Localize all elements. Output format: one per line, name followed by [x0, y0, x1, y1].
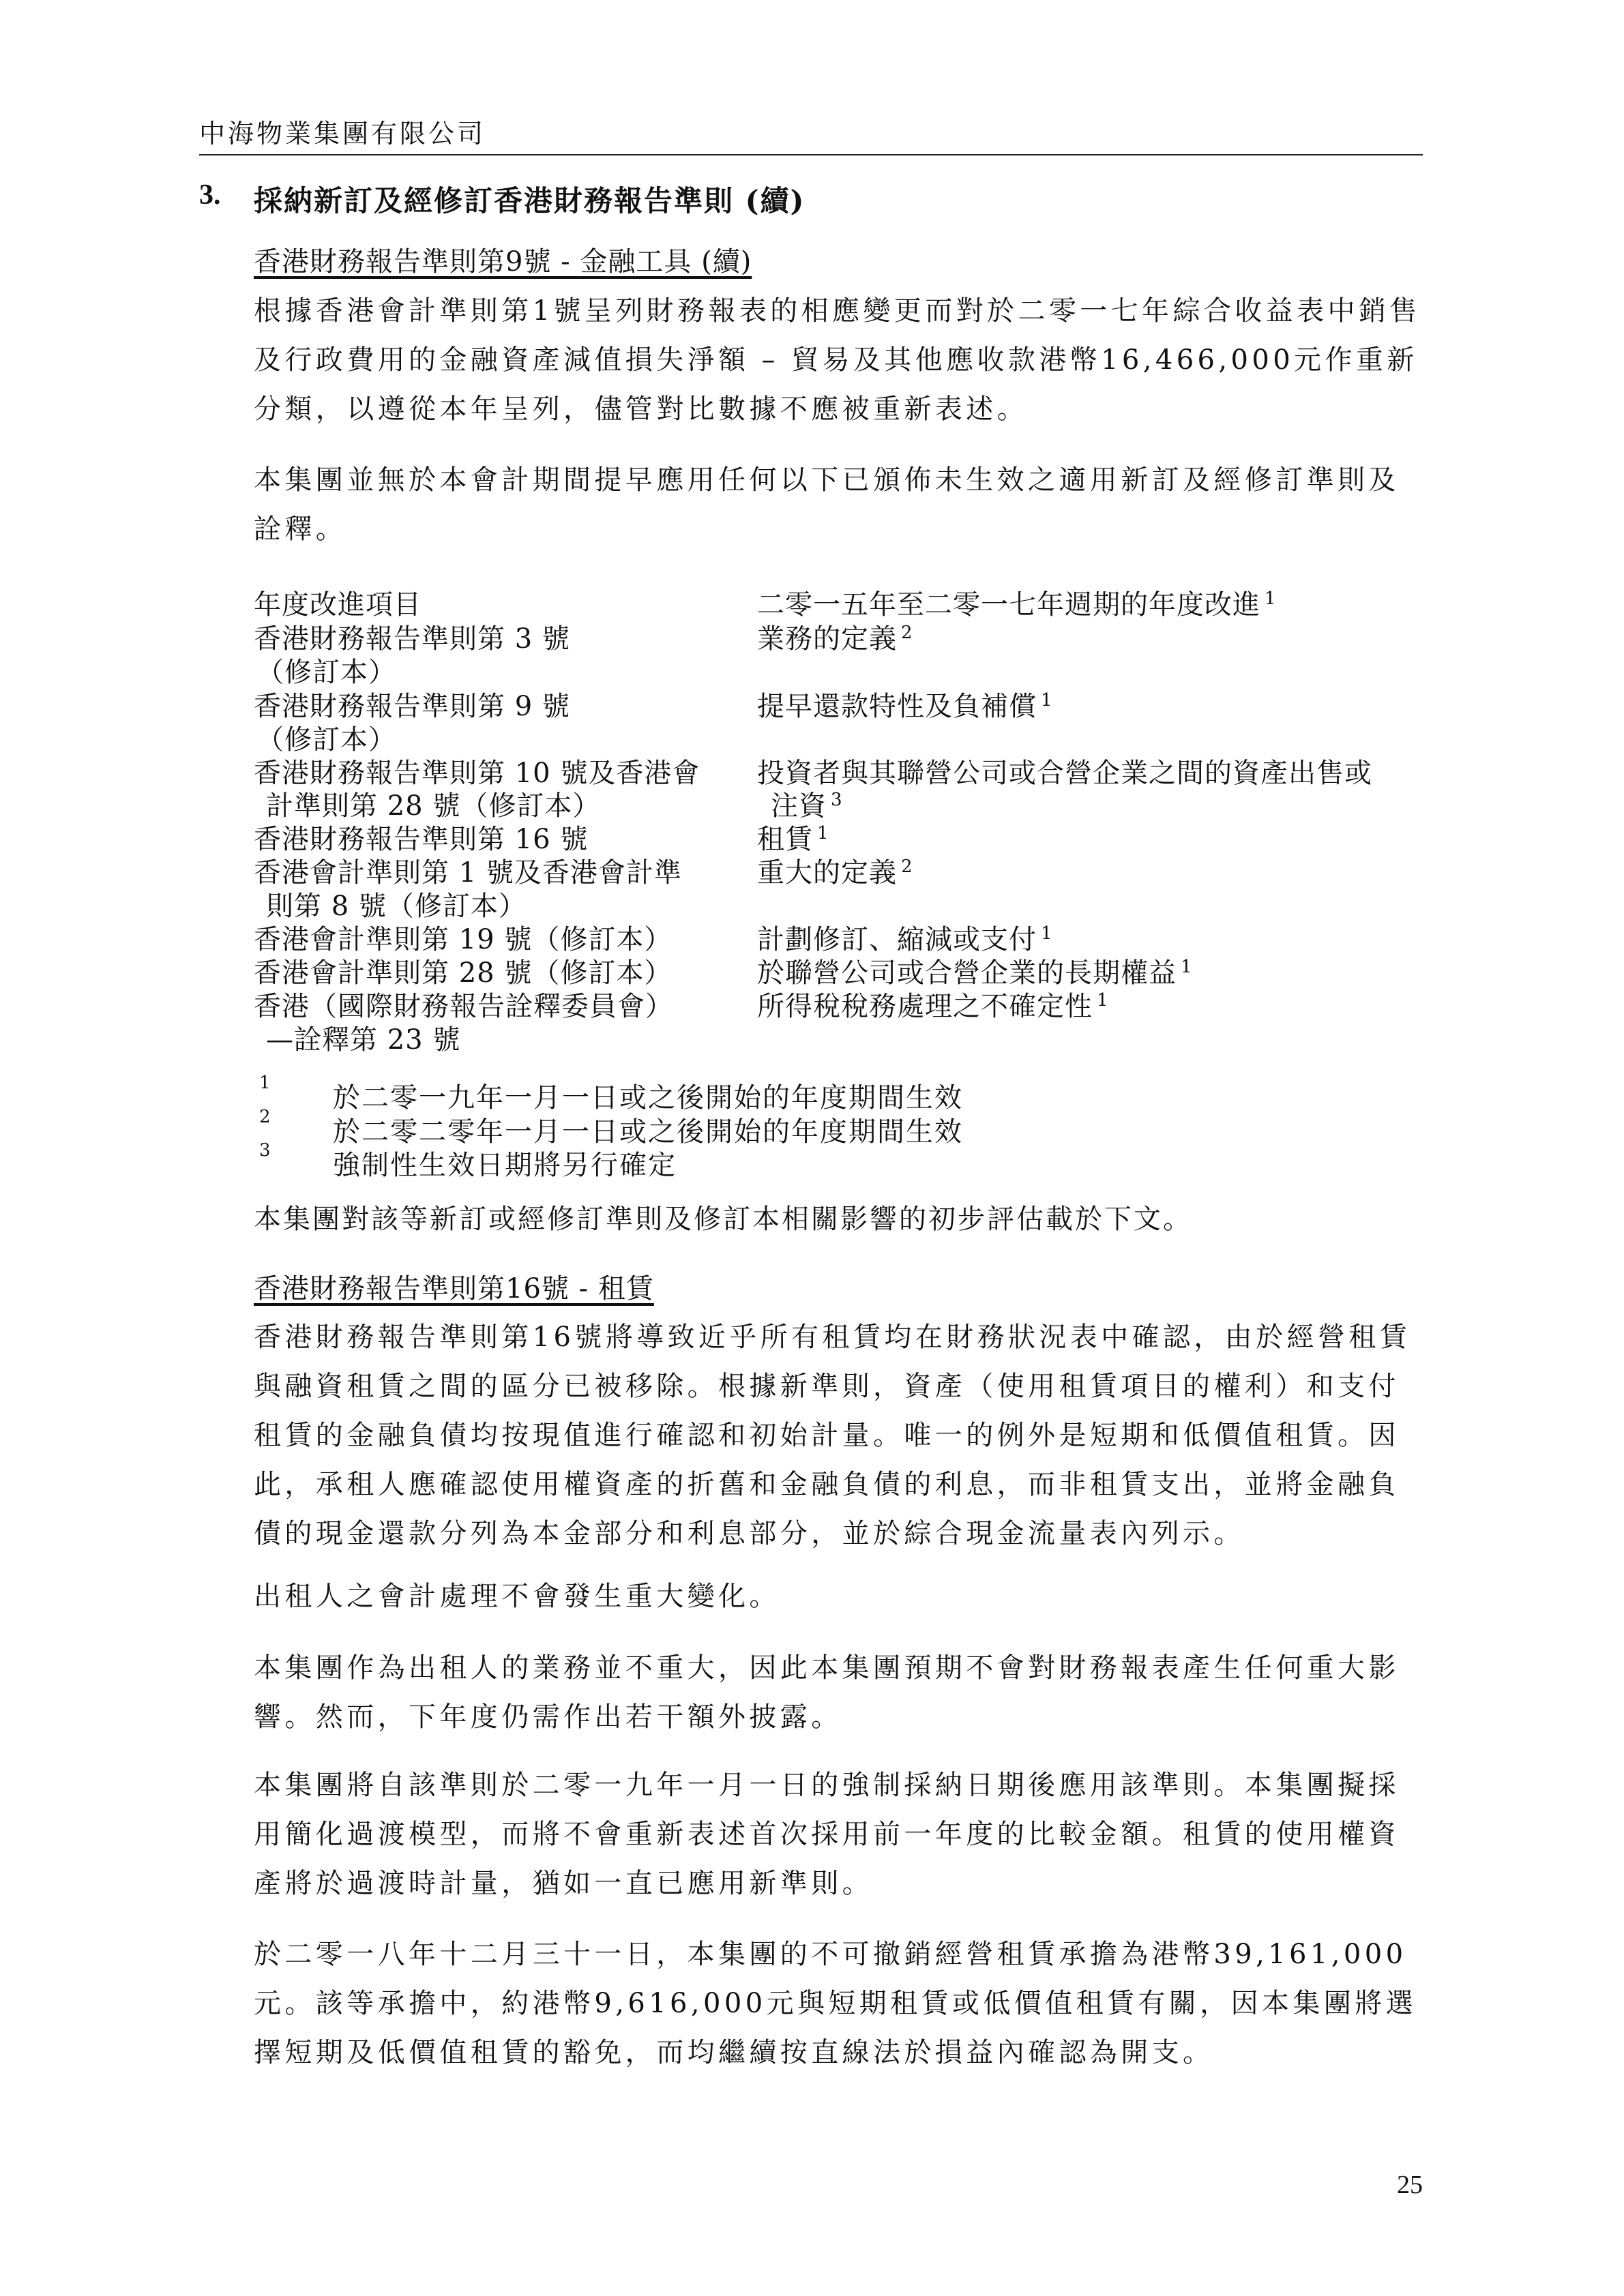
standard-description: 注資 $^3$ — [771, 790, 843, 822]
standard-name-line: 香港（國際財務報告詮釋委員會） — [254, 991, 673, 1022]
standard-name-line: 香港會計準則第 19 號（修訂本） — [254, 924, 673, 955]
standard-name-line: 香港會計準則第 28 號（修訂本） — [254, 957, 673, 989]
standard-description: 二零一五年至二零一七年週期的年度改進 $^1$ — [757, 588, 1277, 621]
standard-name-line: （修訂本） — [256, 657, 396, 688]
standard-description: 投資者與其聯營公司或合營企業之間的資產出售或 — [757, 758, 1372, 789]
footnote-text: 於二零一九年一月一日或之後開始的年度期間生效 — [333, 1082, 963, 1114]
footnote-ref: 3 — [831, 790, 843, 810]
hkfrs16-paragraph-4: 本集團將自該準則於二零一九年一月一日的強制採納日期後應用該準則。本集團擬採用簡化過渡模型，而將不會重新表述首次採用前一年度的比較金額。租賃的使用權資產將於過渡時計量，猶如一直已應用新準則。 — [254, 1770, 1400, 1899]
hkfrs16-subtitle: 香港財務報告準則第16號 - 租賃 — [254, 1273, 654, 1304]
standard-name-line: 年度改進項目 — [254, 589, 422, 621]
footnote-text: 於二零二零年一月一日或之後開始的年度期間生效 — [333, 1116, 963, 1148]
section-number: 3. — [199, 179, 221, 211]
standard-name-line: 香港財務報告準則第 10 號及香港會 — [254, 758, 700, 789]
standard-description: 業務的定義 $^2$ — [757, 623, 913, 655]
header-rule — [199, 154, 1423, 155]
standard-name-line: 香港財務報告準則第 9 號 — [254, 691, 570, 722]
standard-description: 於聯營公司或合營企業的長期權益 $^1$ — [757, 957, 1193, 989]
footnote-ref: 2 — [901, 623, 913, 643]
hkfrs16-paragraph-1: 香港財務報告準則第16號將導致近乎所有租賃均在財務狀況表中確認，由於經營租賃與融資租賃之間的區分已被移除。根據新準則，資產（使用租賃項目的權利）和支付租賃的金融負債均按現值進行確認和初始計量。唯一的例外是短期和低價值租賃。因此，承租人應確認使用權資產的折舊和金融負債的利息，而非租賃支出，並將金融負債的現金還款分列為本金部分和利息部分，並於綜合現金流量表內列示。 — [254, 1322, 1411, 1549]
footnote-number: 3 — [259, 1140, 271, 1161]
hkfrs16-paragraph-5: 於二零一八年十二月三十一日，本集團的不可撤銷經營租賃承擔為港幣39,161,000元。該等承擔中，約港幣9,616,000元與短期租賃或低價值租賃有關，因本集團將選擇短期及低價值租賃的豁免，而均繼續按直線法於損益內確認為開支。 — [254, 1939, 1417, 2068]
standard-name-line: 則第 8 號（修訂本） — [266, 891, 527, 922]
footnote-ref: 2 — [901, 856, 913, 877]
footnote-ref: 1 — [1041, 923, 1053, 944]
hkfrs16-paragraph-3: 本集團作為出租人的業務並不重大，因此本集團預期不會對財務報表產生任何重大影響。然而，下年度仍需作出若干額外披露。 — [254, 1652, 1400, 1733]
hkfrs16-paragraph-2: 出租人之會計處理不會發生重大變化。 — [254, 1581, 780, 1612]
footnote-ref: 1 — [1041, 690, 1053, 711]
footnote-ref: 1 — [817, 823, 829, 844]
footnote-number: 2 — [259, 1107, 271, 1127]
assessment-paragraph: 本集團對該等新訂或經修訂準則及修訂本相關影響的初步評估載於下文。 — [254, 1204, 1192, 1235]
footnote-number: 1 — [259, 1073, 271, 1093]
standard-description: 租賃 $^1$ — [757, 823, 829, 855]
standard-name-line: —詮釋第 23 號 — [266, 1024, 461, 1056]
standard-description: 計劃修訂、縮減或支付 $^1$ — [757, 923, 1053, 955]
standard-description: 所得稅稅務處理之不確定性 $^1$ — [757, 990, 1109, 1022]
hkfrs9-paragraph-1: 根據香港會計準則第1號呈列財務報表的相應變更而對於二零一七年綜合收益表中銷售及行政費用的金融資產減值損失淨額 – 貿易及其他應收款港幣16,466,000元作重新分類，以遵從本年呈列，儘管對比數據不應被重新表述。 — [254, 295, 1421, 425]
footnote-text: 強制性生效日期將另行確定 — [333, 1150, 677, 1181]
standard-name-line: 香港會計準則第 1 號及香港會計準 — [254, 857, 682, 889]
hkfrs9-subtitle: 香港財務報告準則第9號 - 金融工具 (續) — [254, 246, 752, 278]
standard-name-line: 香港財務報告準則第 3 號 — [254, 623, 570, 655]
company-name: 中海物業集團有限公司 — [199, 119, 486, 149]
standard-description: 提早還款特性及負補償 $^1$ — [757, 690, 1053, 722]
footnote-ref: 1 — [1265, 588, 1277, 609]
standard-description: 重大的定義 $^2$ — [757, 856, 913, 889]
section-title: 採納新訂及經修訂香港財務報告準則 (續) — [254, 184, 806, 218]
page-number: 25 — [1397, 2171, 1423, 2199]
standard-name-line: 計準則第 28 號（修訂本） — [266, 790, 601, 822]
standard-name-line: 香港財務報告準則第 16 號 — [254, 824, 589, 855]
standard-name-line: （修訂本） — [256, 724, 396, 756]
footnote-ref: 1 — [1181, 957, 1193, 977]
footnote-ref: 1 — [1097, 990, 1109, 1011]
hkfrs9-paragraph-2: 本集團並無於本會計期間提早應用任何以下已頒佈未生效之適用新訂及經修訂準則及詮釋。 — [254, 464, 1400, 545]
